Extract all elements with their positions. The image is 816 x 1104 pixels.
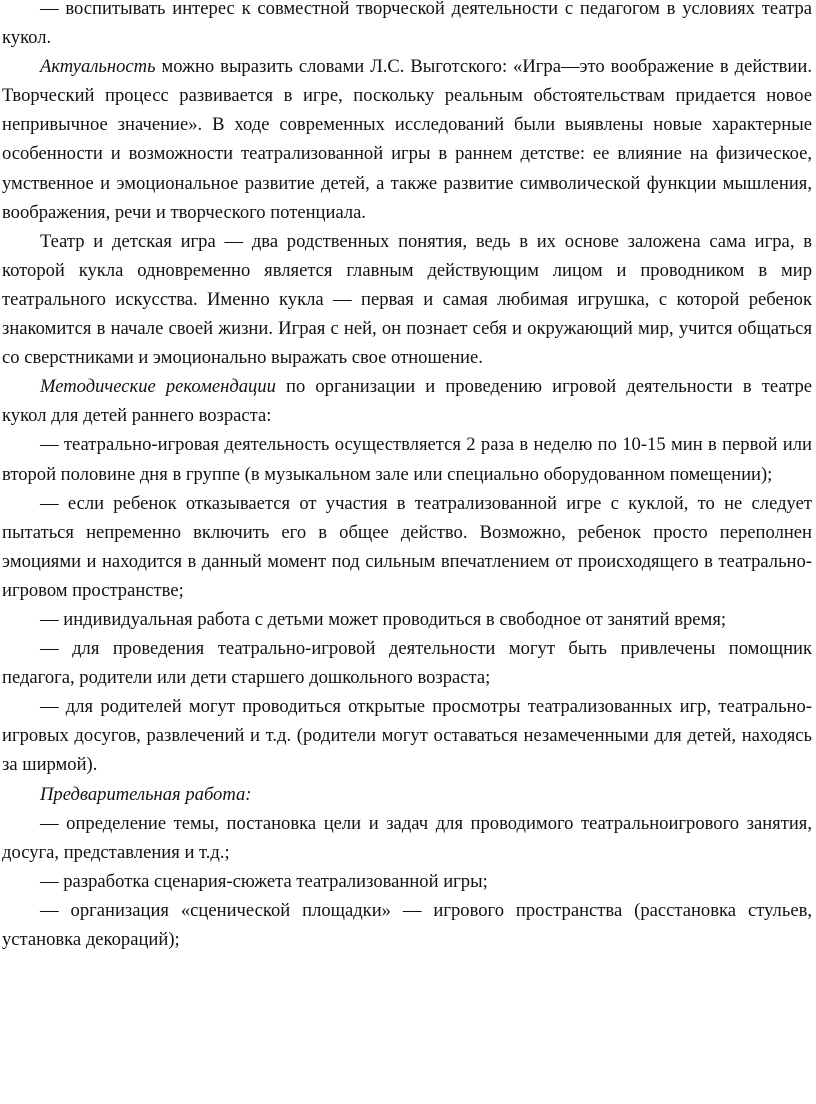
paragraph-text: — организация «сценической площадки» — игрового пространства (расстановка стульев, установка декораций); bbox=[2, 899, 812, 950]
paragraph-text: — если ребенок отказывается от участия в театрализованной игре с куклой, то не следует пытаться непременно включить его в общее действо. Возможно, ребенок просто переполнен эмоциями и находится в данный момент под сильным впечатлением от происходящего в театрально-игровом пространстве; bbox=[2, 492, 812, 601]
list-item-topic-definition bbox=[2, 809, 812, 867]
paragraph-text: по организации и проведению игровой деятельности в театре кукол для детей раннего возраста: bbox=[2, 376, 812, 427]
paragraph-text: — театрально-игровая деятельность осуществляется 2 раза в неделю по 10-15 мин в первой или второй половине дня в группе (в музыкальном зале или специально оборудованном помещении); bbox=[2, 434, 812, 485]
paragraph-text: — для родителей могут проводиться открытые просмотры театрализованных игр, театрально-игровых досугов, развлечений и т.д. (родители могут оставаться незамеченными для детей, находясь за ширмой). bbox=[2, 696, 812, 776]
list-item-refusal bbox=[2, 489, 812, 605]
paragraph-goal-item bbox=[2, 0, 812, 52]
paragraph-text: — для проведения театрально-игровой деятельности могут быть привлечены помощник педагога, родители или дети старшего дошкольного возраста; bbox=[2, 638, 812, 689]
section-heading-preliminary-work bbox=[2, 780, 812, 809]
list-item-frequency bbox=[2, 430, 812, 488]
paragraph-italic-lead: Методические рекомендации bbox=[40, 376, 276, 398]
list-item-scenario bbox=[2, 867, 812, 896]
paragraph-text: можно выразить словами Л.С. Выготского: «Игра—это воображение в действии. Творческий процесс развивается в игре, поскольку реальным обстоятельствам придается новое непривычное значение». В ходе современных исследований были выявлены новые характерные особенности и возможности театрализованной игры в раннем детстве: ее влияние на физическое, умственное и эмоциональное развитие детей, а также развитие символической функции мышления, воображения, речи и творческого потенциала. bbox=[2, 56, 812, 223]
list-item-individual-work bbox=[2, 605, 812, 634]
paragraph-italic-lead: Актуальность bbox=[40, 56, 156, 78]
paragraph-text: — индивидуальная работа с детьми может проводиться в свободное от занятий время; bbox=[40, 608, 727, 630]
paragraph-text: — определение темы, постановка цели и задач для проводимого театральноигрового занятия, досуга, представления и т.д.; bbox=[2, 812, 812, 863]
paragraph-text: Театр и детская игра — два родственных понятия, ведь в их основе заложена сама игра, в которой кукла одновременно является главным действующим лицом и проводником в мир театрального искусства. Именно кукла — первая и самая любимая игрушка, с которой ребенок знакомится в начале своей жизни. Играя с ней, он познает себя и окружающий мир, учится общаться со сверстниками и эмоционально выражать свое отношение. bbox=[2, 230, 812, 369]
paragraph-text: — разработка сценария-сюжета театрализованной игры; bbox=[40, 870, 488, 892]
list-item-helpers bbox=[2, 634, 812, 692]
paragraph-relevance bbox=[2, 52, 812, 227]
paragraph-italic-lead: Предварительная работа: bbox=[40, 783, 252, 805]
list-item-parents bbox=[2, 692, 812, 779]
paragraph-theatre-and-play bbox=[2, 227, 812, 372]
paragraph-text: — воспитывать интерес к совместной творческой деятельности с педагогом в условиях театра кукол. bbox=[2, 0, 812, 49]
list-item-stage-organization bbox=[2, 896, 812, 954]
paragraph-method-recommendations bbox=[2, 372, 812, 430]
